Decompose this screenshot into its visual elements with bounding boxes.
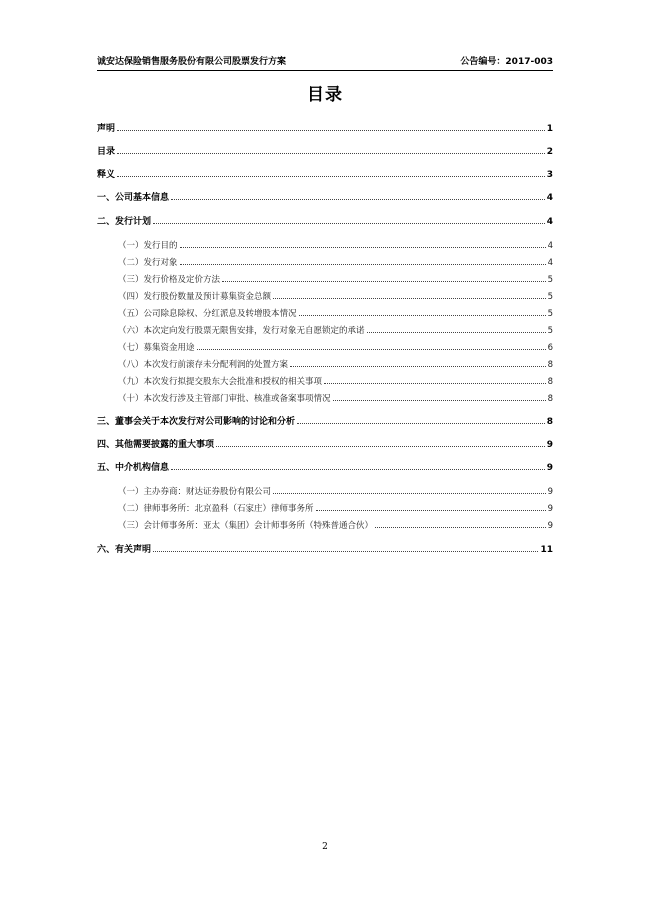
toc-entry[interactable]	[97, 371, 553, 387]
toc-dot-leader	[117, 130, 545, 131]
toc-entry[interactable]	[97, 141, 553, 157]
toc-entry-page: 4	[546, 193, 553, 203]
toc-entry[interactable]	[97, 411, 553, 427]
toc-entry-label: 六、有关声明	[97, 545, 152, 555]
toc-entry-label: （一）发行目的	[118, 241, 178, 251]
toc-entry[interactable]	[97, 457, 553, 473]
notice-number: 公告编号：2017-003	[460, 57, 553, 67]
toc-entry-label: 四、其他需要披露的重大事项	[97, 440, 215, 450]
page-title: 目录	[307, 85, 343, 105]
toc-entry[interactable]	[97, 320, 553, 336]
toc-entry[interactable]	[97, 164, 553, 180]
toc-entry-label: 三、董事会关于本次发行对公司影响的讨论和分析	[97, 417, 296, 427]
toc-entry-page: 9	[547, 504, 553, 514]
toc-dot-leader	[117, 153, 545, 154]
toc-entry-label: 目录	[97, 147, 116, 157]
toc-dot-leader	[117, 176, 545, 177]
toc-dot-leader	[216, 446, 545, 447]
page-number: 2	[322, 842, 328, 852]
toc-entry-page: 2	[546, 147, 553, 157]
toc-dot-leader	[180, 247, 546, 248]
toc-dot-leader	[375, 527, 546, 528]
toc-entry-label: （一）主办券商：财达证券股份有限公司	[118, 487, 272, 497]
toc-entry-page: 5	[547, 309, 553, 319]
toc-entry-page: 9	[546, 440, 553, 450]
toc-entry-page: 11	[540, 545, 553, 555]
toc-entry[interactable]	[97, 481, 553, 497]
toc-entry[interactable]	[97, 498, 553, 514]
toc-entry-page: 6	[547, 343, 553, 353]
toc-dot-leader	[273, 298, 546, 299]
toc-entry-label: 二、发行计划	[97, 217, 152, 227]
toc-entry-page: 1	[546, 124, 553, 134]
toc-entry-label: （三）发行价格及定价方法	[118, 275, 221, 285]
toc-entry[interactable]	[97, 269, 553, 285]
toc-entry-label: （六）本次定向发行股票无限售安排，发行对象无自愿锁定的承诺	[118, 326, 365, 336]
toc-dot-leader	[367, 332, 546, 333]
toc-dot-leader	[297, 423, 545, 424]
toc-entry-label: （四）发行股份数量及预计募集资金总额	[118, 292, 272, 302]
toc-dot-leader	[273, 493, 546, 494]
toc-entry-label: （五）公司除息除权、分红派息及转增股本情况	[118, 309, 297, 319]
toc-dot-leader	[324, 383, 546, 384]
toc-entry[interactable]	[97, 118, 553, 134]
toc-dot-leader	[333, 400, 546, 401]
toc-entry[interactable]	[97, 539, 553, 555]
toc-entry-label: 声明	[97, 124, 116, 134]
toc-entry[interactable]	[97, 211, 553, 227]
toc-entry[interactable]	[97, 337, 553, 353]
toc-dot-leader	[197, 349, 546, 350]
toc-entry-page: 4	[546, 217, 553, 227]
toc-entry-page: 9	[546, 463, 553, 473]
toc-entry[interactable]	[97, 252, 553, 268]
toc-dot-leader	[290, 366, 546, 367]
toc-entry-label: 五、中介机构信息	[97, 463, 170, 473]
toc-entry-label: 一、公司基本信息	[97, 193, 170, 203]
toc-entry-page: 9	[547, 521, 553, 531]
toc-entry-page: 8	[547, 360, 553, 370]
toc-dot-leader	[153, 551, 538, 552]
toc-entry-page: 5	[547, 275, 553, 285]
toc-entry[interactable]	[97, 434, 553, 450]
toc-entry[interactable]	[97, 388, 553, 404]
toc-entry[interactable]	[97, 354, 553, 370]
toc-dot-leader	[180, 264, 546, 265]
toc-entry-label: （三）会计师事务所：亚太（集团）会计师事务所（特殊普通合伙）	[118, 521, 374, 531]
toc-entry-page: 5	[547, 292, 553, 302]
toc-entry-label: （二）发行对象	[118, 258, 178, 268]
toc-entry-page: 4	[547, 241, 553, 251]
toc-entry-page: 4	[547, 258, 553, 268]
toc-dot-leader	[171, 469, 545, 470]
toc-entry[interactable]	[97, 286, 553, 302]
toc-entry-label: （十）本次发行涉及主管部门审批、核准或备案事项情况	[118, 394, 331, 404]
page-header	[97, 54, 553, 71]
document-title: 诚安达保险销售服务股份有限公司股票发行方案	[97, 57, 287, 67]
toc-entry-label: （九）本次发行拟提交股东大会批准和授权的相关事项	[118, 377, 323, 387]
toc-entry-page: 8	[547, 377, 553, 387]
toc-entry-page: 3	[546, 170, 553, 180]
toc-dot-leader	[222, 281, 546, 282]
toc-dot-leader	[171, 199, 545, 200]
toc-entry[interactable]	[97, 235, 553, 251]
toc-entry-label: （二）律师事务所：北京盈科（石家庄）律师事务所	[118, 504, 314, 514]
toc-entry[interactable]	[97, 303, 553, 319]
toc-entry-page: 8	[547, 394, 553, 404]
toc-dot-leader	[316, 510, 546, 511]
toc-dot-leader	[299, 315, 546, 316]
toc-entry-page: 9	[547, 487, 553, 497]
toc-entry-page: 5	[547, 326, 553, 336]
toc-dot-leader	[153, 223, 545, 224]
toc-entry[interactable]	[97, 515, 553, 531]
toc-entry-label: （八）本次发行前滚存未分配利润的处置方案	[118, 360, 289, 370]
toc-entry-page: 8	[546, 417, 553, 427]
toc-entry[interactable]	[97, 187, 553, 203]
toc-entry-label: 释义	[97, 170, 116, 180]
toc-entry-label: （七）募集资金用途	[118, 343, 195, 353]
